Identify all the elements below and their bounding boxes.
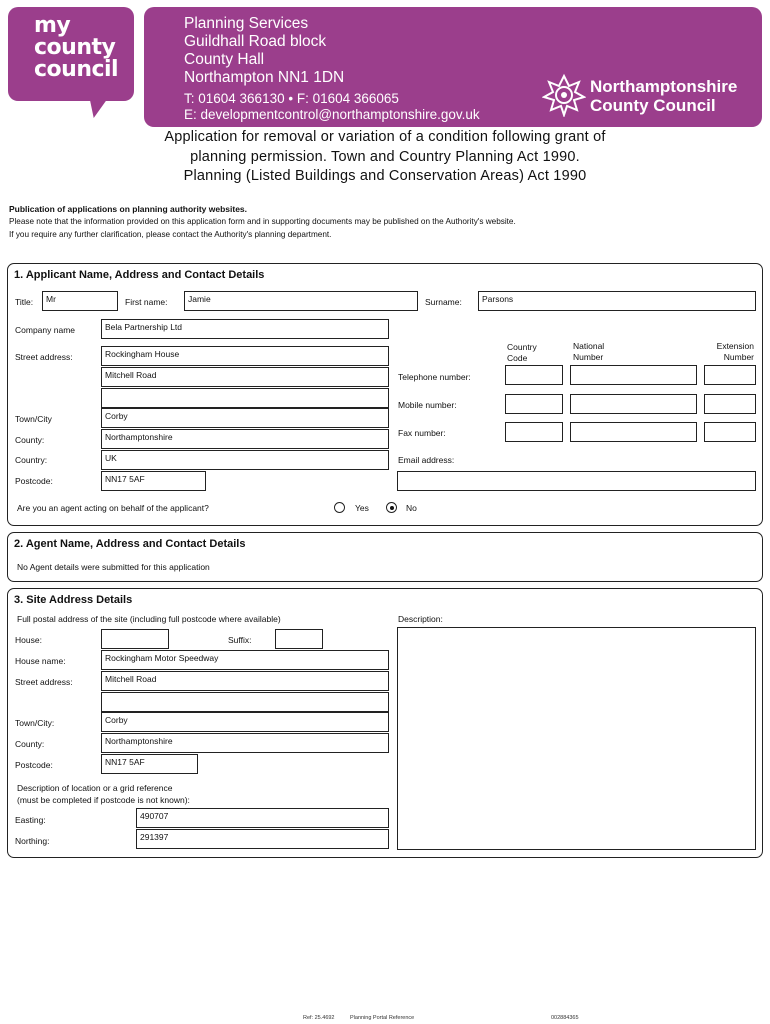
address-line: Northampton NN1 1DN (184, 69, 345, 86)
publication-line-2: If you require any further clarification, please contact the Authority's planning department. (9, 230, 332, 239)
telephone-extension-field[interactable] (704, 365, 756, 385)
house-label: House: (15, 635, 42, 645)
street-address-label: Street address: (15, 352, 73, 362)
site-street-label: Street address: (15, 677, 73, 687)
fax-country-code-field[interactable] (505, 422, 563, 442)
site-county-field[interactable]: Northamptonshire (101, 733, 389, 753)
surname-field[interactable]: Parsons (478, 291, 756, 311)
header-banner (144, 7, 762, 127)
footer-portal-value: 002884365 (551, 1015, 579, 1021)
county-label: County: (15, 435, 45, 445)
easting-field[interactable]: 490707 (136, 808, 389, 828)
publication-line-1: Please note that the information provided on this application form and in supporting documents may be published on the Authority's website. (9, 217, 516, 226)
email-label: Email address: (398, 455, 455, 465)
national-number-header: National Number (573, 341, 605, 362)
description-field[interactable] (397, 627, 756, 850)
site-address-intro: Full postal address of the site (including full postcode where available) (17, 614, 281, 624)
site-street-2-field[interactable] (101, 692, 389, 712)
northing-label: Northing: (15, 836, 50, 846)
council-address (184, 15, 344, 87)
mobile-national-field[interactable] (570, 394, 697, 414)
title-label: Title: (15, 297, 34, 307)
my-county-council-logo (8, 7, 134, 101)
street-address-2-field[interactable]: Mitchell Road (101, 367, 389, 387)
description-label: Description: (398, 614, 443, 624)
county-field[interactable]: Northamptonshire (101, 429, 389, 449)
agent-no-radio[interactable] (386, 502, 397, 513)
fax-national-field[interactable] (570, 422, 697, 442)
town-label: Town/City (15, 414, 52, 424)
agent-yes-radio[interactable] (334, 502, 345, 513)
country-label: Country: (15, 455, 48, 465)
title-line: planning permission. Town and Country Planning Act 1990. (190, 148, 580, 165)
mobile-country-code-field[interactable] (505, 394, 563, 414)
fax-extension-field[interactable] (704, 422, 756, 442)
form-title (0, 128, 770, 187)
company-name-label: Company name (15, 325, 76, 335)
site-town-label: Town/City: (15, 718, 55, 728)
section-1-title: 1. Applicant Name, Address and Contact Details (14, 269, 265, 281)
easting-label: Easting: (15, 815, 46, 825)
northamptonshire-rose-icon (542, 73, 586, 117)
title-line: Application for removal or variation of a condition following grant of (164, 129, 606, 145)
first-name-field[interactable]: Jamie (184, 291, 418, 311)
agent-yes-label: Yes (355, 503, 369, 513)
logo-line-3: council (34, 57, 119, 82)
address-line: Guildhall Road block (184, 33, 327, 50)
address-line: County Hall (184, 51, 265, 68)
town-field[interactable]: Corby (101, 408, 389, 428)
logo-speech-tail (84, 92, 113, 118)
telephone-national-field[interactable] (570, 365, 697, 385)
northing-field[interactable]: 291397 (136, 829, 389, 849)
contact-email: E: developmentcontrol@northamptonshire.gov.uk (184, 107, 480, 122)
title-field[interactable]: Mr (42, 291, 118, 311)
postcode-label: Postcode: (15, 476, 53, 486)
site-county-label: County: (15, 739, 45, 749)
site-postcode-label: Postcode: (15, 760, 53, 770)
agent-question: Are you an agent acting on behalf of the applicant? (17, 503, 209, 513)
house-name-label: House name: (15, 656, 66, 666)
phone-fax: T: 01604 366130 • F: 01604 366065 (184, 91, 399, 106)
telephone-label: Telephone number: (398, 372, 471, 382)
council-name-line-1: Northamptonshire (590, 77, 738, 96)
section-2-title: 2. Agent Name, Address and Contact Details (14, 538, 246, 550)
footer-ref: Ref: 25.4692 (303, 1015, 335, 1021)
agent-note: No Agent details were submitted for this application (17, 562, 210, 572)
fax-label: Fax number: (398, 428, 446, 438)
mobile-extension-field[interactable] (704, 394, 756, 414)
council-contact (184, 91, 480, 123)
agent-no-label: No (406, 503, 417, 513)
country-code-header: Country Code (507, 342, 537, 363)
suffix-field[interactable] (275, 629, 323, 649)
logo-text (34, 15, 118, 81)
site-postcode-field[interactable]: NN17 5AF (101, 754, 198, 774)
extension-number-header: Extension Number (716, 341, 754, 362)
council-name (590, 77, 737, 115)
mobile-label: Mobile number: (398, 400, 457, 410)
email-field[interactable] (397, 471, 756, 491)
title-line: Planning (Listed Buildings and Conservation Areas) Act 1990 (183, 168, 587, 184)
first-name-label: First name: (125, 297, 168, 307)
address-line: Planning Services (184, 15, 309, 32)
suffix-label: Suffix: (228, 635, 252, 645)
telephone-country-code-field[interactable] (505, 365, 563, 385)
section-agent (7, 532, 763, 582)
country-field[interactable]: UK (101, 450, 389, 470)
postcode-field[interactable]: NN17 5AF (101, 471, 206, 491)
house-field[interactable] (101, 629, 169, 649)
grid-reference-note-2: (must be completed if postcode is not known): (17, 795, 190, 805)
publication-heading: Publication of applications on planning authority websites. (9, 204, 248, 214)
street-address-1-field[interactable]: Rockingham House (101, 346, 389, 366)
grid-reference-note-1: Description of location or a grid reference (17, 783, 173, 793)
company-name-field[interactable]: Bela Partnership Ltd (101, 319, 389, 339)
surname-label: Surname: (425, 297, 462, 307)
logo-line-1: my (34, 13, 71, 38)
council-name-line-2: County Council (590, 96, 716, 115)
logo-line-2: county (34, 35, 116, 60)
street-address-3-field[interactable] (101, 388, 389, 408)
section-3-title: 3. Site Address Details (14, 594, 133, 606)
site-street-1-field[interactable]: Mitchell Road (101, 671, 389, 691)
house-name-field[interactable]: Rockingham Motor Speedway (101, 650, 389, 670)
footer-portal-label: Planning Portal Reference (350, 1015, 415, 1021)
site-town-field[interactable]: Corby (101, 712, 389, 732)
